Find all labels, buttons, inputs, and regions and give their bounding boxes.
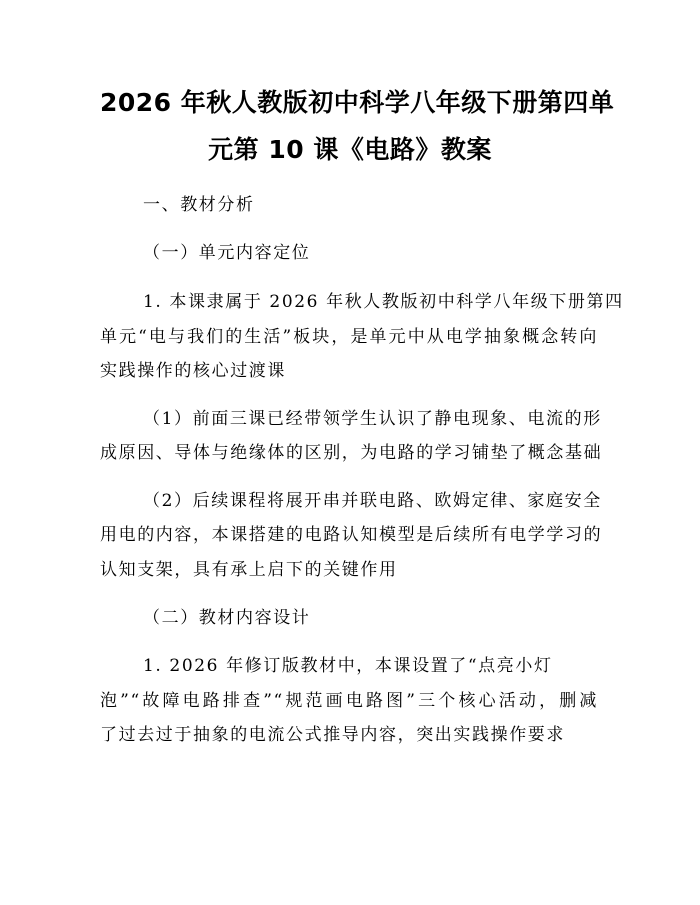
paragraph-1-line-1: 1. 本课隶属于 2026 年秋人教版初中科学八年级下册第四 bbox=[143, 292, 624, 312]
section-heading-textbook-analysis: 一、教材分析 bbox=[143, 195, 255, 215]
paragraph-2-line-1: （1）前面三课已经带领学生认识了静电现象、电流的形 bbox=[143, 409, 602, 429]
paragraph-1-line-2: 单元“电与我们的生活”板块，是单元中从电学抽象概念转向 bbox=[100, 327, 598, 347]
paragraph-3-line-3: 认知支架，具有承上启下的关键作用 bbox=[100, 560, 398, 580]
document-title-line-1: 2026 年秋人教版初中科学八年级下册第四单 bbox=[100, 88, 615, 117]
paragraph-2-line-2: 成原因、导体与绝缘体的区别，为电路的学习铺垫了概念基础 bbox=[100, 443, 603, 463]
document-title-line-2: 元第 10 课《电路》教案 bbox=[208, 135, 492, 164]
paragraph-3-line-1: （2）后续课程将展开串并联电路、欧姆定律、家庭安全 bbox=[143, 491, 602, 511]
subheading-unit-positioning: （一）单元内容定位 bbox=[143, 243, 311, 263]
paragraph-4-line-1: 1. 2026 年修订版教材中，本课设置了“点亮小灯 bbox=[143, 656, 553, 676]
paragraph-4-line-2: 泡”“故障电路排查”“规范画电路图”三个核心活动，删减 bbox=[100, 691, 598, 711]
subheading-content-design: （二）教材内容设计 bbox=[143, 608, 311, 628]
paragraph-1-line-3: 实践操作的核心过渡课 bbox=[100, 361, 286, 381]
paragraph-4-line-3: 了过去过于抽象的电流公式推导内容，突出实践操作要求 bbox=[100, 725, 565, 745]
paragraph-3-line-2: 用电的内容，本课搭建的电路认知模型是后续所有电学学习的 bbox=[100, 525, 603, 545]
